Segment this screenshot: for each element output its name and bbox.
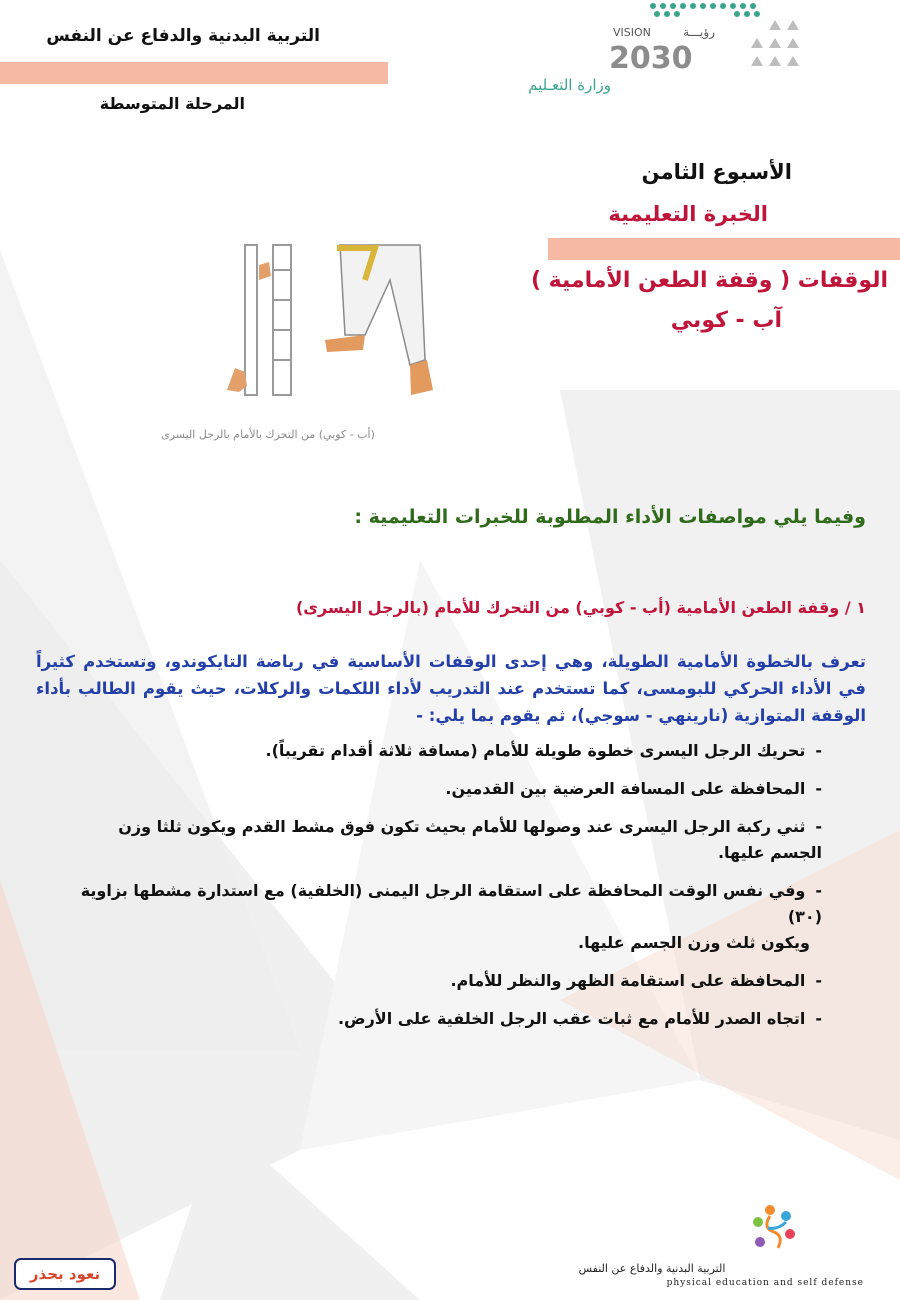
step-text: ثني ركبة الرجل اليسرى عند وصولها للأمام بحيث تكون فوق مشط القدم ويكون ثلثا وزن الجسم عليها. <box>118 817 822 862</box>
stance-illustration <box>215 240 445 405</box>
experience-label: الخبرة التعليمية <box>608 202 768 226</box>
list-item <box>62 738 822 764</box>
step-text: اتجاه الصدر للأمام مع ثبات عقب الرجل الخلفية على الأرض. <box>337 1009 806 1028</box>
step-continuation: ويكون ثلث وزن الجسم عليها. <box>577 933 810 952</box>
section-title: ١ / وقفة الطعن الأمامية (أب - كوبي) من التحرك للأمام (بالرجل اليسرى) <box>295 598 866 617</box>
ministry-name: وزارة التعـليم <box>528 76 611 94</box>
footer-english-text: physical education and self defense <box>666 1278 864 1288</box>
step-text: وفي نفس الوقت المحافظة على استقامة الرجل اليمنى (الخلفية) مع استدارة مشطها بزاوية (٣٠) <box>80 881 822 926</box>
header-band <box>0 62 388 84</box>
step-text: تحريك الرجل اليسرى خطوة طويلة للأمام (مسافة ثلاثة أقدام تقريباً). <box>265 741 806 760</box>
list-item <box>62 968 822 994</box>
list-item <box>62 1006 822 1032</box>
list-dash: - <box>815 741 822 760</box>
week-label: الأسبوع الثامن <box>641 160 792 184</box>
list-item <box>62 776 822 802</box>
vision-2030-logo <box>528 0 805 100</box>
list-dash: - <box>815 881 822 900</box>
intro-heading: وفيما يلي مواصفات الأداء المطلوبة للخبرات التعليمية : <box>354 506 866 528</box>
list-item <box>62 814 822 866</box>
list-dash: - <box>815 971 822 990</box>
list-dash: - <box>815 779 822 798</box>
vision-ar: رؤيـــة <box>683 25 715 39</box>
subject-title: التربية البدنية والدفاع عن النفس <box>46 26 320 46</box>
step-text: المحافظة على استقامة الظهر والنظر للأمام. <box>450 971 806 990</box>
stance-title: الوقفات ( وقفة الطعن الأمامية ) <box>530 268 888 293</box>
footer-arabic-text: التربية البدنية والدفاع عن النفس <box>578 1262 726 1275</box>
stance-subtitle: آب - كوبي <box>670 308 782 333</box>
list-dash: - <box>815 817 822 836</box>
description-paragraph: تعرف بالخطوة الأمامية الطويلة، وهي إحدى الوقفات الأساسية في رياضة التايكوندو، وتستخدم كثيراً في الأداء الحركي للبومسى، كما تستخدم عند التدريب لأداء اللكمات والركلات، حيث يقوم الطالب بأداء الوقفة المتوازية (نارينهي - سوجي)، ثم يقوم بما يلي: - <box>36 652 866 725</box>
step-text: المحافظة على المسافة العرضية بين القدمين. <box>445 779 806 798</box>
title-band <box>548 238 900 260</box>
figure-caption: (أب - كوبي) من التحرك بالأمام بالرجل اليسرى <box>161 428 375 441</box>
list-dash: - <box>815 1009 822 1028</box>
stage-label: المرحلة المتوسطة <box>99 94 245 113</box>
list-item <box>62 878 822 956</box>
vision-year: 2030 <box>609 41 693 76</box>
return-safely-badge: نعود بحذر <box>14 1258 116 1290</box>
pe-logo-icon <box>740 1202 808 1258</box>
vision-text: VISION <box>613 26 651 39</box>
steps-list <box>62 738 822 1044</box>
